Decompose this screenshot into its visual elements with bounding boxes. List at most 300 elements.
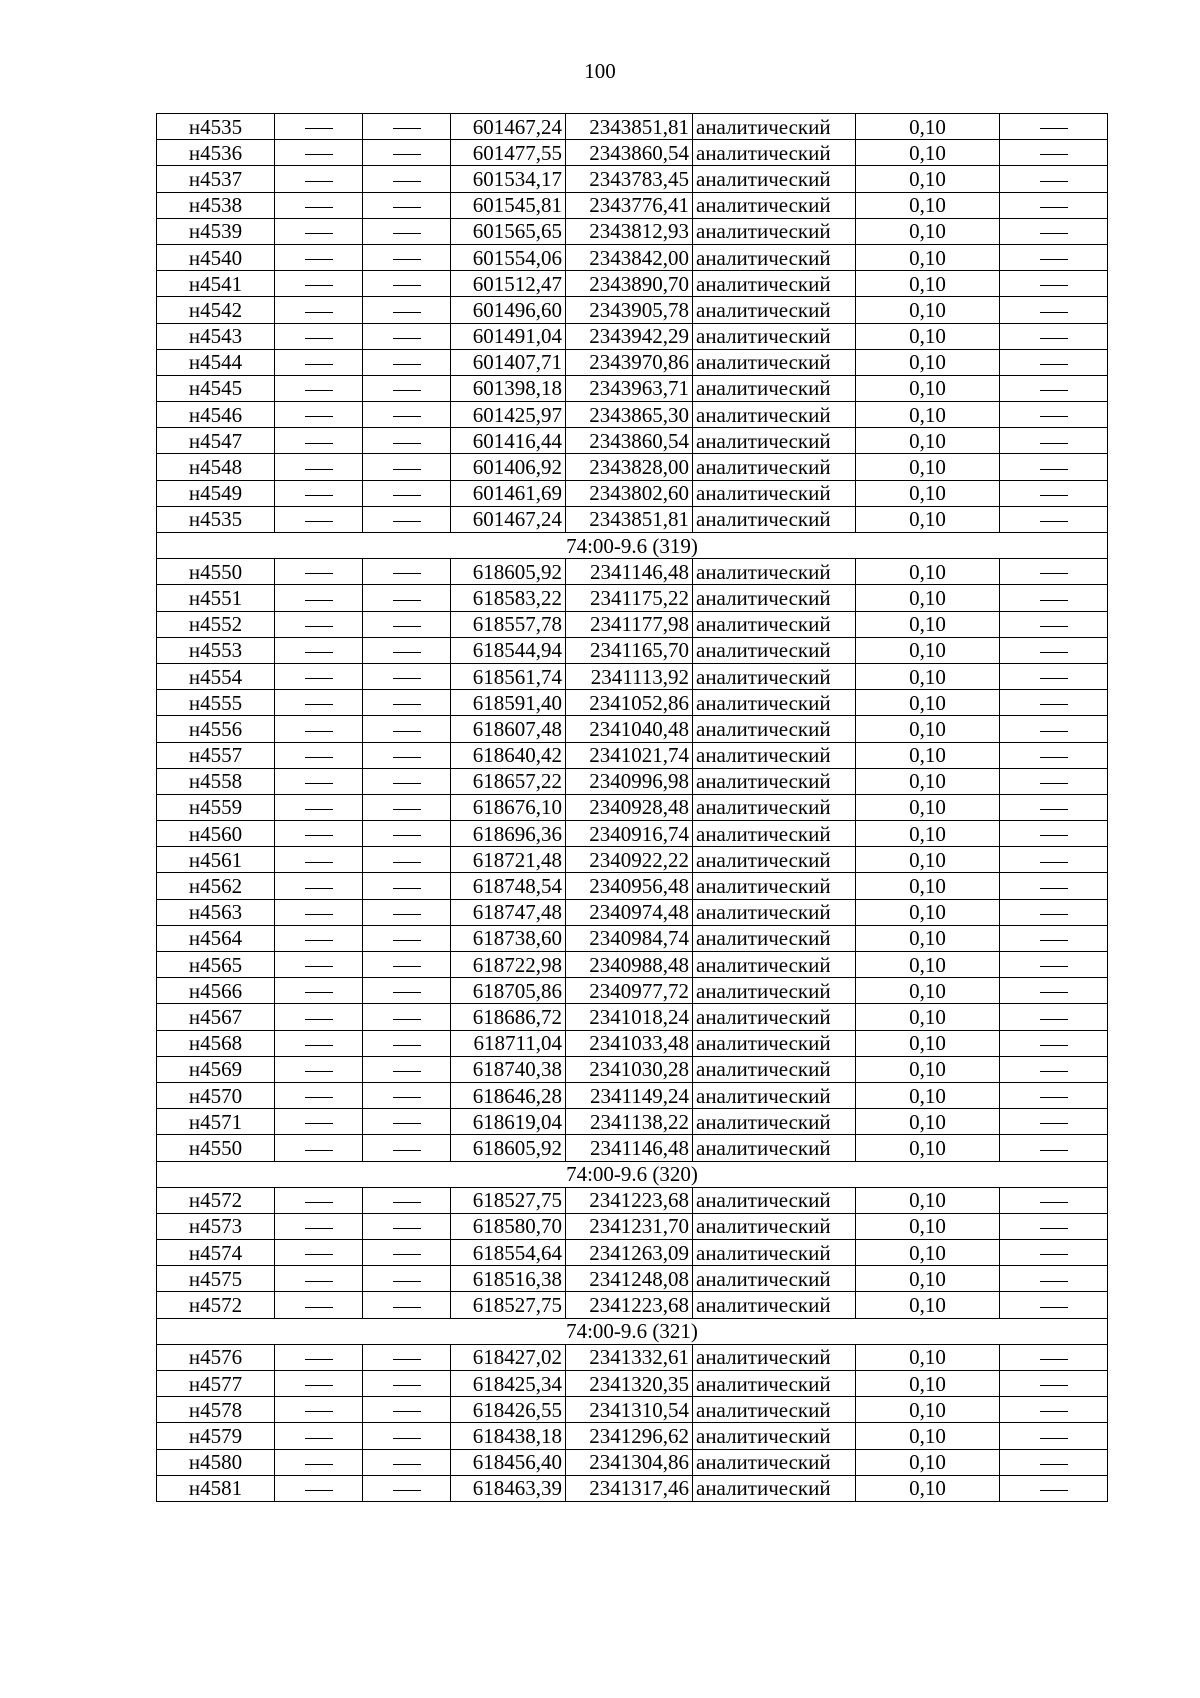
point-name-cell: н4569 (157, 1056, 275, 1082)
method-cell: аналитический (693, 978, 856, 1004)
accuracy-cell: 0,10 (856, 1397, 1000, 1423)
y-coordinate-cell: 2341030,28 (566, 1056, 693, 1082)
x-coordinate-cell: 601491,04 (451, 323, 566, 349)
dash-mark (1040, 573, 1068, 574)
table-row (157, 1187, 1108, 1213)
y-coordinate-cell: 2340956,48 (566, 873, 693, 899)
x-coordinate-cell: 618527,75 (451, 1187, 566, 1213)
accuracy-cell: 0,10 (856, 847, 1000, 873)
dash-mark (393, 338, 421, 339)
old-x-cell (275, 1371, 363, 1397)
point-name-cell: н4552 (157, 611, 275, 637)
dash-mark (305, 495, 333, 496)
x-coordinate-cell: 618740,38 (451, 1056, 566, 1082)
point-name-cell: н4579 (157, 1423, 275, 1449)
table-row (157, 166, 1108, 192)
description-cell (1000, 297, 1108, 323)
table-row (157, 1240, 1108, 1266)
accuracy-cell: 0,10 (856, 218, 1000, 244)
dash-mark (393, 992, 421, 993)
dash-mark (305, 1307, 333, 1308)
point-name-cell: н4545 (157, 375, 275, 401)
table-row (157, 454, 1108, 480)
dash-mark (393, 809, 421, 810)
dash-mark (393, 1464, 421, 1465)
old-x-cell (275, 585, 363, 611)
accuracy-cell: 0,10 (856, 140, 1000, 166)
method-cell: аналитический (693, 585, 856, 611)
dash-mark (1040, 1411, 1068, 1412)
dash-mark (305, 704, 333, 705)
old-y-cell (363, 1397, 451, 1423)
dash-mark (393, 1123, 421, 1124)
y-coordinate-cell: 2341304,86 (566, 1449, 693, 1475)
section-header-row (157, 533, 1108, 559)
dash-mark (1040, 731, 1068, 732)
dash-mark (305, 600, 333, 601)
dash-mark (305, 573, 333, 574)
dash-mark (393, 364, 421, 365)
dash-mark (1040, 1071, 1068, 1072)
x-coordinate-cell: 601467,24 (451, 114, 566, 140)
old-x-cell (275, 559, 363, 585)
description-cell (1000, 663, 1108, 689)
old-y-cell (363, 402, 451, 428)
description-cell (1000, 402, 1108, 428)
old-x-cell (275, 1344, 363, 1370)
accuracy-cell: 0,10 (856, 742, 1000, 768)
point-name-cell: н4573 (157, 1213, 275, 1239)
dash-mark (305, 652, 333, 653)
y-coordinate-cell: 2340996,98 (566, 768, 693, 794)
method-cell: аналитический (693, 1082, 856, 1108)
accuracy-cell: 0,10 (856, 925, 1000, 951)
old-y-cell (363, 454, 451, 480)
y-coordinate-cell: 2340916,74 (566, 821, 693, 847)
point-name-cell: н4580 (157, 1449, 275, 1475)
x-coordinate-cell: 618438,18 (451, 1423, 566, 1449)
dash-mark (393, 1045, 421, 1046)
y-coordinate-cell: 2343828,00 (566, 454, 693, 480)
dash-mark (305, 128, 333, 129)
dash-mark (393, 1254, 421, 1255)
dash-mark (305, 809, 333, 810)
method-cell: аналитический (693, 1004, 856, 1030)
point-name-cell: н4560 (157, 821, 275, 847)
dash-mark (1040, 521, 1068, 522)
point-name-cell: н4556 (157, 716, 275, 742)
point-name-cell: н4546 (157, 402, 275, 428)
dash-mark (1040, 1385, 1068, 1386)
old-y-cell (363, 140, 451, 166)
old-y-cell (363, 1030, 451, 1056)
table-row (157, 1449, 1108, 1475)
old-x-cell (275, 1449, 363, 1475)
x-coordinate-cell: 601477,55 (451, 140, 566, 166)
dash-mark (305, 1123, 333, 1124)
description-cell (1000, 1187, 1108, 1213)
x-coordinate-cell: 618554,64 (451, 1240, 566, 1266)
old-x-cell (275, 349, 363, 375)
description-cell (1000, 821, 1108, 847)
method-cell: аналитический (693, 166, 856, 192)
old-y-cell (363, 1240, 451, 1266)
point-name-cell: н4544 (157, 349, 275, 375)
method-cell: аналитический (693, 637, 856, 663)
dash-mark (393, 521, 421, 522)
table-row (157, 1266, 1108, 1292)
dash-mark (1040, 652, 1068, 653)
dash-mark (1040, 940, 1068, 941)
x-coordinate-cell: 618640,42 (451, 742, 566, 768)
old-y-cell (363, 1213, 451, 1239)
dash-mark (1040, 1228, 1068, 1229)
table-row (157, 663, 1108, 689)
dash-mark (1040, 416, 1068, 417)
method-cell: аналитический (693, 716, 856, 742)
method-cell: аналитический (693, 899, 856, 925)
dash-mark (1040, 364, 1068, 365)
old-x-cell (275, 506, 363, 532)
dash-mark (393, 1097, 421, 1098)
old-y-cell (363, 297, 451, 323)
dash-mark (1040, 1019, 1068, 1020)
table-row (157, 1397, 1108, 1423)
x-coordinate-cell: 601407,71 (451, 349, 566, 375)
description-cell (1000, 323, 1108, 349)
accuracy-cell: 0,10 (856, 1240, 1000, 1266)
dash-mark (305, 469, 333, 470)
old-x-cell (275, 899, 363, 925)
table-row (157, 1135, 1108, 1161)
accuracy-cell: 0,10 (856, 794, 1000, 820)
accuracy-cell: 0,10 (856, 663, 1000, 689)
old-y-cell (363, 1135, 451, 1161)
table-row (157, 480, 1108, 506)
x-coordinate-cell: 618605,92 (451, 1135, 566, 1161)
y-coordinate-cell: 2341138,22 (566, 1109, 693, 1135)
old-x-cell (275, 768, 363, 794)
dash-mark (305, 1464, 333, 1465)
dash-mark (305, 966, 333, 967)
dash-mark (305, 1254, 333, 1255)
section-title: 74:00-9.6 (321) (157, 1318, 1108, 1344)
dash-mark (305, 992, 333, 993)
y-coordinate-cell: 2341223,68 (566, 1292, 693, 1318)
old-y-cell (363, 925, 451, 951)
accuracy-cell: 0,10 (856, 349, 1000, 375)
dash-mark (393, 573, 421, 574)
old-y-cell (363, 1004, 451, 1030)
table-row (157, 218, 1108, 244)
old-x-cell (275, 716, 363, 742)
old-x-cell (275, 323, 363, 349)
old-x-cell (275, 1423, 363, 1449)
description-cell (1000, 559, 1108, 585)
description-cell (1000, 1109, 1108, 1135)
description-cell (1000, 899, 1108, 925)
point-name-cell: н4576 (157, 1344, 275, 1370)
dash-mark (1040, 259, 1068, 260)
description-cell (1000, 768, 1108, 794)
x-coordinate-cell: 618425,34 (451, 1371, 566, 1397)
table-row (157, 1371, 1108, 1397)
table-row (157, 428, 1108, 454)
dash-mark (393, 285, 421, 286)
dash-mark (305, 416, 333, 417)
method-cell: аналитический (693, 1371, 856, 1397)
method-cell: аналитический (693, 375, 856, 401)
description-cell (1000, 637, 1108, 663)
y-coordinate-cell: 2343963,71 (566, 375, 693, 401)
old-y-cell (363, 480, 451, 506)
old-x-cell (275, 690, 363, 716)
old-y-cell (363, 1449, 451, 1475)
point-name-cell: н4547 (157, 428, 275, 454)
old-x-cell (275, 1030, 363, 1056)
accuracy-cell: 0,10 (856, 1082, 1000, 1108)
y-coordinate-cell: 2340988,48 (566, 952, 693, 978)
method-cell: аналитический (693, 1423, 856, 1449)
y-coordinate-cell: 2341040,48 (566, 716, 693, 742)
method-cell: аналитический (693, 1213, 856, 1239)
dash-mark (393, 783, 421, 784)
accuracy-cell: 0,10 (856, 1292, 1000, 1318)
dash-mark (1040, 1097, 1068, 1098)
description-cell (1000, 1004, 1108, 1030)
dash-mark (305, 1228, 333, 1229)
dash-mark (1040, 154, 1068, 155)
dash-mark (305, 521, 333, 522)
accuracy-cell: 0,10 (856, 899, 1000, 925)
dash-mark (1040, 390, 1068, 391)
point-name-cell: н4559 (157, 794, 275, 820)
description-cell (1000, 1266, 1108, 1292)
x-coordinate-cell: 618619,04 (451, 1109, 566, 1135)
dash-mark (1040, 338, 1068, 339)
accuracy-cell: 0,10 (856, 611, 1000, 637)
description-cell (1000, 1371, 1108, 1397)
point-name-cell: н4578 (157, 1397, 275, 1423)
description-cell (1000, 140, 1108, 166)
x-coordinate-cell: 601425,97 (451, 402, 566, 428)
dash-mark (393, 469, 421, 470)
method-cell: аналитический (693, 349, 856, 375)
table-row (157, 140, 1108, 166)
y-coordinate-cell: 2343970,86 (566, 349, 693, 375)
dash-mark (393, 128, 421, 129)
old-y-cell (363, 218, 451, 244)
description-cell (1000, 1449, 1108, 1475)
dash-mark (305, 1150, 333, 1151)
y-coordinate-cell: 2341018,24 (566, 1004, 693, 1030)
dash-mark (305, 443, 333, 444)
accuracy-cell: 0,10 (856, 166, 1000, 192)
y-coordinate-cell: 2341175,22 (566, 585, 693, 611)
description-cell (1000, 794, 1108, 820)
dash-mark (393, 888, 421, 889)
point-name-cell: н4564 (157, 925, 275, 951)
dash-mark (393, 495, 421, 496)
table-row (157, 585, 1108, 611)
accuracy-cell: 0,10 (856, 428, 1000, 454)
table-row (157, 1344, 1108, 1370)
old-x-cell (275, 1109, 363, 1135)
y-coordinate-cell: 2340928,48 (566, 794, 693, 820)
dash-mark (393, 1359, 421, 1360)
dash-mark (393, 652, 421, 653)
method-cell: аналитический (693, 506, 856, 532)
dash-mark (1040, 1438, 1068, 1439)
y-coordinate-cell: 2341317,46 (566, 1475, 693, 1501)
table-row (157, 506, 1108, 532)
accuracy-cell: 0,10 (856, 402, 1000, 428)
point-name-cell: н4558 (157, 768, 275, 794)
dash-mark (305, 1097, 333, 1098)
old-x-cell (275, 1292, 363, 1318)
y-coordinate-cell: 2341310,54 (566, 1397, 693, 1423)
point-name-cell: н4581 (157, 1475, 275, 1501)
y-coordinate-cell: 2341248,08 (566, 1266, 693, 1292)
point-name-cell: н4537 (157, 166, 275, 192)
accuracy-cell: 0,10 (856, 952, 1000, 978)
old-y-cell (363, 847, 451, 873)
old-x-cell (275, 821, 363, 847)
dash-mark (1040, 678, 1068, 679)
old-x-cell (275, 1056, 363, 1082)
point-name-cell: н4535 (157, 506, 275, 532)
old-y-cell (363, 768, 451, 794)
y-coordinate-cell: 2341021,74 (566, 742, 693, 768)
dash-mark (305, 1045, 333, 1046)
method-cell: аналитический (693, 271, 856, 297)
old-x-cell (275, 297, 363, 323)
x-coordinate-cell: 618722,98 (451, 952, 566, 978)
description-cell (1000, 925, 1108, 951)
dash-mark (305, 1438, 333, 1439)
x-coordinate-cell: 618426,55 (451, 1397, 566, 1423)
dash-mark (305, 626, 333, 627)
dash-mark (305, 1411, 333, 1412)
x-coordinate-cell: 618721,48 (451, 847, 566, 873)
point-name-cell: н4572 (157, 1292, 275, 1318)
dash-mark (1040, 992, 1068, 993)
old-y-cell (363, 873, 451, 899)
description-cell (1000, 1397, 1108, 1423)
description-cell (1000, 952, 1108, 978)
dash-mark (305, 312, 333, 313)
old-y-cell (363, 375, 451, 401)
dash-mark (1040, 1254, 1068, 1255)
y-coordinate-cell: 2341113,92 (566, 663, 693, 689)
accuracy-cell: 0,10 (856, 768, 1000, 794)
x-coordinate-cell: 618580,70 (451, 1213, 566, 1239)
method-cell: аналитический (693, 1344, 856, 1370)
old-y-cell (363, 1109, 451, 1135)
dash-mark (1040, 1490, 1068, 1491)
y-coordinate-cell: 2343812,93 (566, 218, 693, 244)
description-cell (1000, 1213, 1108, 1239)
old-y-cell (363, 1292, 451, 1318)
y-coordinate-cell: 2341052,86 (566, 690, 693, 716)
x-coordinate-cell: 618561,74 (451, 663, 566, 689)
table-row (157, 1004, 1108, 1030)
method-cell: аналитический (693, 1475, 856, 1501)
y-coordinate-cell: 2341320,35 (566, 1371, 693, 1397)
dash-mark (393, 600, 421, 601)
x-coordinate-cell: 618605,92 (451, 559, 566, 585)
table-row (157, 1475, 1108, 1501)
dash-mark (1040, 1464, 1068, 1465)
x-coordinate-cell: 601534,17 (451, 166, 566, 192)
old-x-cell (275, 952, 363, 978)
y-coordinate-cell: 2340977,72 (566, 978, 693, 1004)
description-cell (1000, 742, 1108, 768)
point-name-cell: н4535 (157, 114, 275, 140)
old-y-cell (363, 428, 451, 454)
accuracy-cell: 0,10 (856, 271, 1000, 297)
x-coordinate-cell: 601416,44 (451, 428, 566, 454)
old-y-cell (363, 1371, 451, 1397)
dash-mark (305, 233, 333, 234)
dash-mark (1040, 835, 1068, 836)
accuracy-cell: 0,10 (856, 480, 1000, 506)
accuracy-cell: 0,10 (856, 821, 1000, 847)
point-name-cell: н4541 (157, 271, 275, 297)
x-coordinate-cell: 618676,10 (451, 794, 566, 820)
old-y-cell (363, 506, 451, 532)
y-coordinate-cell: 2341263,09 (566, 1240, 693, 1266)
accuracy-cell: 0,10 (856, 192, 1000, 218)
description-cell (1000, 506, 1108, 532)
dash-mark (393, 704, 421, 705)
old-x-cell (275, 114, 363, 140)
old-y-cell (363, 1475, 451, 1501)
dash-mark (1040, 862, 1068, 863)
method-cell: аналитический (693, 952, 856, 978)
table-row (157, 323, 1108, 349)
x-coordinate-cell: 601512,47 (451, 271, 566, 297)
y-coordinate-cell: 2343851,81 (566, 114, 693, 140)
table-row (157, 1213, 1108, 1239)
old-y-cell (363, 585, 451, 611)
method-cell: аналитический (693, 768, 856, 794)
accuracy-cell: 0,10 (856, 585, 1000, 611)
accuracy-cell: 0,10 (856, 637, 1000, 663)
old-y-cell (363, 742, 451, 768)
old-y-cell (363, 663, 451, 689)
table-row (157, 375, 1108, 401)
y-coordinate-cell: 2341146,48 (566, 1135, 693, 1161)
accuracy-cell: 0,10 (856, 506, 1000, 532)
accuracy-cell: 0,10 (856, 1266, 1000, 1292)
old-y-cell (363, 349, 451, 375)
accuracy-cell: 0,10 (856, 375, 1000, 401)
dash-mark (1040, 626, 1068, 627)
x-coordinate-cell: 618646,28 (451, 1082, 566, 1108)
old-y-cell (363, 244, 451, 270)
point-name-cell: н4550 (157, 1135, 275, 1161)
dash-mark (393, 940, 421, 941)
dash-mark (1040, 495, 1068, 496)
x-coordinate-cell: 601461,69 (451, 480, 566, 506)
old-x-cell (275, 1397, 363, 1423)
description-cell (1000, 1082, 1108, 1108)
old-y-cell (363, 271, 451, 297)
dash-mark (1040, 783, 1068, 784)
x-coordinate-cell: 618696,36 (451, 821, 566, 847)
old-x-cell (275, 1082, 363, 1108)
